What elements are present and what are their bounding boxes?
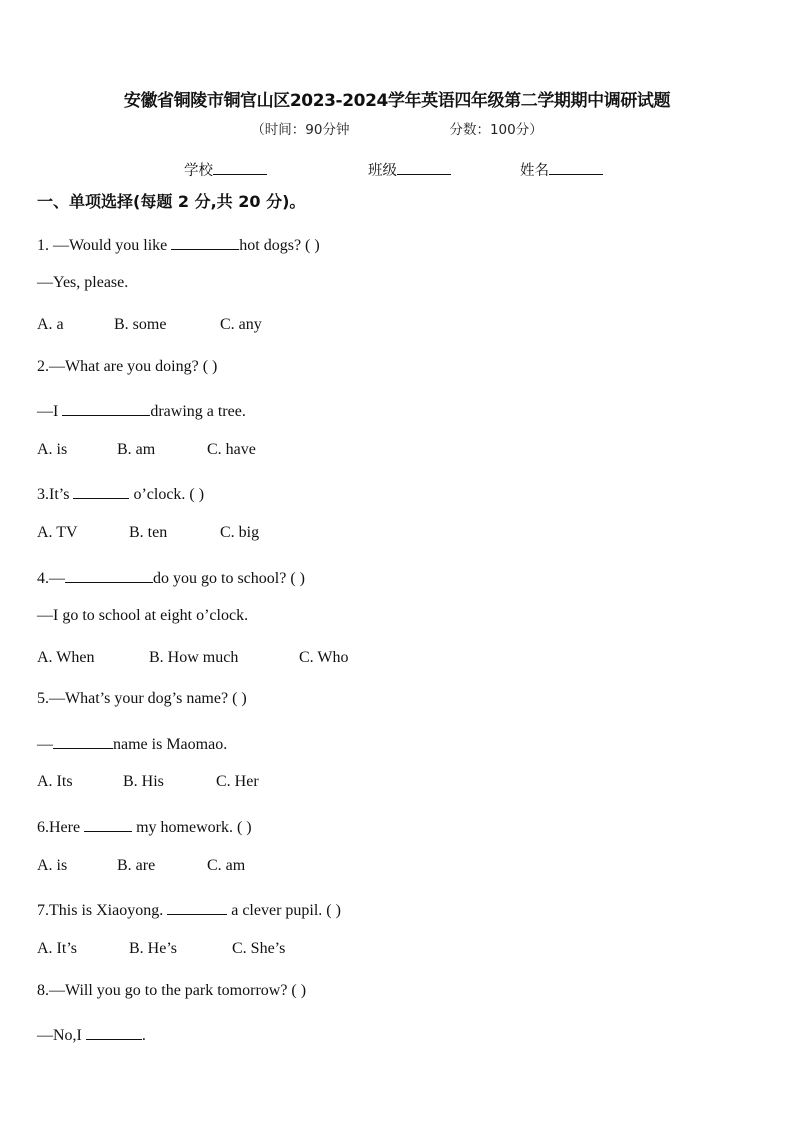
question-2-options [37, 441, 256, 459]
option-b[interactable]: B. some [114, 316, 167, 333]
option-a[interactable]: A. a [37, 316, 64, 333]
class-blank[interactable] [397, 160, 451, 175]
school-blank[interactable] [213, 160, 267, 175]
question-7: 7.This is Xiaoyong. a clever pupil. ( ) [37, 898, 341, 920]
school-label: 学校 [184, 163, 213, 179]
question-3-options [37, 524, 259, 542]
question-5: 5.—What’s your dog’s name? ( ) [37, 690, 247, 707]
option-b[interactable]: B. How much [149, 649, 239, 666]
option-b[interactable]: B. His [123, 773, 164, 790]
question-8-reply: —No,I . [37, 1023, 146, 1045]
answer-blank[interactable] [167, 898, 227, 915]
option-c[interactable]: C. Who [299, 649, 349, 666]
answer-blank[interactable] [62, 399, 150, 416]
option-b[interactable]: B. am [117, 441, 156, 458]
question-7-options [37, 940, 285, 958]
page-title: 安徽省铜陵市铜官山区2023-2024学年英语四年级第二学期期中调研试题 [123, 91, 671, 111]
option-a[interactable]: A. Its [37, 773, 73, 790]
option-c[interactable]: C. any [220, 316, 262, 333]
option-c[interactable]: C. big [220, 524, 260, 541]
question-2-reply: —I drawing a tree. [37, 399, 246, 421]
question-1-options [37, 316, 262, 334]
option-b[interactable]: B. ten [129, 524, 168, 541]
option-c[interactable]: C. have [207, 441, 256, 458]
question-5-reply: — name is Maomao. [37, 732, 227, 754]
name-blank[interactable] [549, 160, 603, 175]
option-c[interactable]: C. Her [216, 773, 259, 790]
question-4: 4.— do you go to school? ( ) [37, 566, 305, 588]
question-4-reply: —I go to school at eight o’clock. [37, 607, 249, 624]
question-5-options [37, 773, 259, 791]
option-a[interactable]: A. TV [37, 524, 78, 541]
option-a[interactable]: A. is [37, 857, 68, 874]
exam-time: （时间：90分钟 [251, 122, 350, 138]
option-b[interactable]: B. He’s [129, 940, 177, 957]
exam-score: 分数：100分） [449, 122, 543, 138]
name-label: 姓名 [520, 163, 549, 179]
section-heading: 一、单项选择(每题 2 分,共 20 分)。 [37, 192, 306, 211]
answer-blank[interactable] [73, 482, 129, 499]
question-4-options [37, 649, 348, 667]
question-6-options [37, 857, 245, 875]
question-3: 3.It’s o’clock. ( ) [37, 482, 204, 504]
question-6: 6.Here my homework. ( ) [37, 815, 252, 837]
question-2: 2.—What are you doing? ( ) [37, 358, 218, 375]
answer-blank[interactable] [53, 732, 113, 749]
class-field [368, 159, 451, 180]
option-a[interactable]: A. is [37, 441, 68, 458]
answer-blank[interactable] [84, 815, 132, 832]
question-1-reply: —Yes, please. [37, 274, 129, 291]
name-field [520, 159, 603, 180]
option-a[interactable]: A. It’s [37, 940, 77, 957]
class-label: 班级 [368, 163, 397, 179]
option-c[interactable]: C. am [207, 857, 246, 874]
school-field [184, 159, 267, 180]
answer-blank[interactable] [65, 566, 153, 583]
question-1: 1. —Would you like hot dogs? ( ) [37, 233, 320, 255]
option-a[interactable]: A. When [37, 649, 95, 666]
option-c[interactable]: C. She’s [232, 940, 286, 957]
option-b[interactable]: B. are [117, 857, 156, 874]
question-8: 8.—Will you go to the park tomorrow? ( ) [37, 982, 307, 999]
exam-meta [0, 118, 794, 138]
answer-blank[interactable] [171, 233, 239, 250]
answer-blank[interactable] [86, 1023, 142, 1040]
